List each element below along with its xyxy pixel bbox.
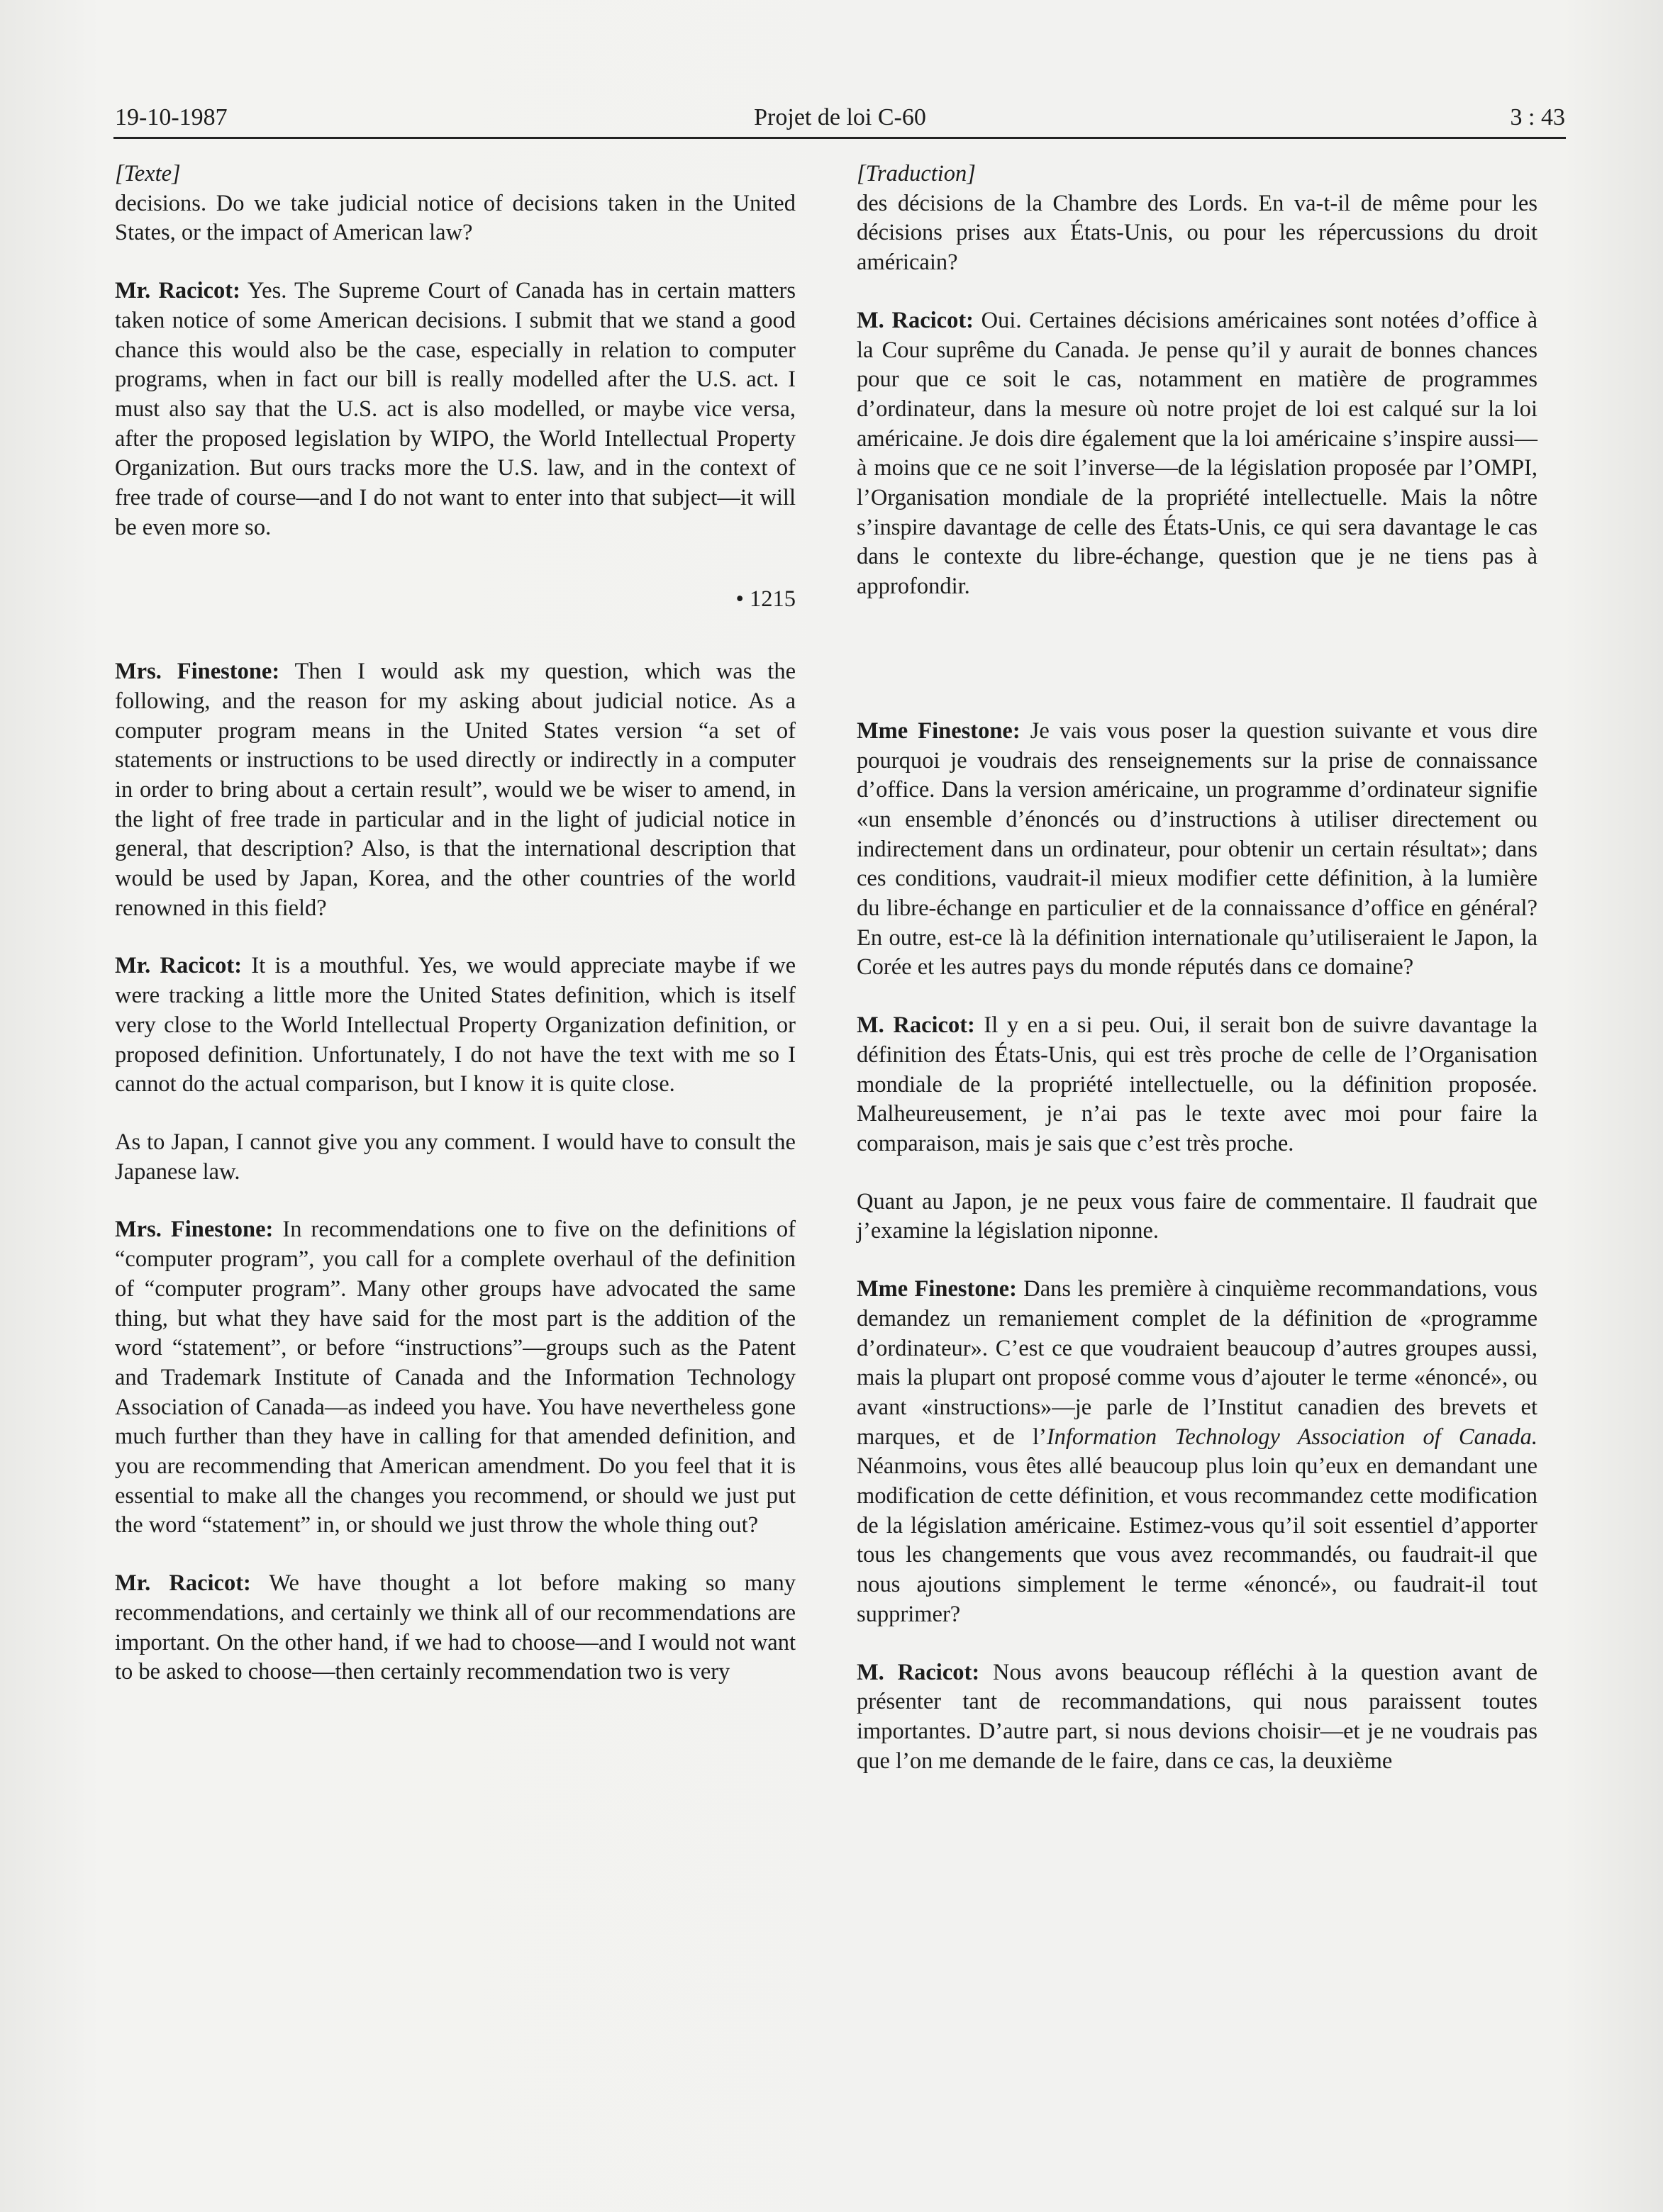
speech-text: Then I would ask my question, which was the following, and the reason for my asking about judicial notice. As a computer program means in the United States version “a set of statements or instructions to be used directly or indirectly in a computer in order to bring about a certain result”, would we be wiser to amend, in the light of free trade in particular and in the light of judicial notice in general, that description? Also, is that the international description that would be used by Japan, Korea, and the other countries of the world renowned in this field?	[115, 659, 796, 921]
english-paragraph-2	[115, 276, 796, 542]
english-paragraph-6	[115, 1215, 796, 1541]
speech-text: Néanmoins, vous êtes allé beaucoup plus loin qu’eux en demandant une modification de cette définition, et vous recommandez cette modification de la législation américaine. Estimez-vous qu’il soit essentiel d’apporter tous les changements que vous avez recommandés, ou faudrait-il que nous ajoutions simplement le terme «énoncé», ou faudrait-il tout supprimer?	[857, 1453, 1537, 1627]
header-title: Projet de loi C-60	[754, 104, 926, 130]
speech-text: Nous avons beaucoup réfléchi à la question avant de présenter tant de recommandations, qui nous paraissent toutes importantes. D’autre part, si nous devions choisir—et je ne voudrais pas que l’on me demande de le faire, dans ce cas, la deuxième	[857, 1659, 1537, 1774]
speaker-name: Mrs. Finestone:	[115, 1217, 274, 1243]
french-paragraph-6	[857, 1275, 1537, 1629]
french-paragraph-3	[857, 717, 1537, 983]
page-header	[115, 99, 1565, 136]
header-rule	[113, 137, 1566, 139]
french-column	[857, 160, 1537, 1776]
speaker-name: Mme Finestone:	[857, 1276, 1017, 1302]
speech-text: Il y en a si peu. Oui, il serait bon de suivre davantage la définition des États-Unis, qui est très proche de celle de l’Organisation mondiale de la propriété intellectuelle, ou la définition proposée. Malheureusement, je n’ai pas le texte avec moi pour faire la comparaison, mais je sais que c’est très proche.	[857, 1012, 1537, 1156]
english-paragraph-4	[115, 951, 796, 1100]
speech-text: We have thought a lot before making so many recommendations, and certainly we think all of our recommendations are important. On the other hand, if we had to choose—and I would not want to be asked to choose—then certainly recommendation two is very	[115, 1570, 796, 1685]
header-page-number: 3 : 43	[1510, 104, 1565, 130]
english-paragraph-7	[115, 1569, 796, 1687]
speech-text: It is a mouthful. Yes, we would appreciate maybe if we were tracking a little more the United States definition, which is itself very close to the World Intellectual Property Organization definition, or proposed definition. Unfortunately, I do not have the text with me so I cannot do the actual comparison, but I know it is quite close.	[115, 953, 796, 1097]
speaker-name: Mme Finestone:	[857, 717, 1020, 744]
speech-text: Yes. The Supreme Court of Canada has in certain matters taken notice of some American decisions. I submit that we stand a good chance this would also be the case, especially in relation to computer programs, when in fact our bill is really modelled after the U.S. act. I must also say that the U.S. act is also modelled, or maybe vice versa, after the proposed legislation by WIPO, the World Intellectual Property Organization. But ours tracks more the U.S. law, and in the context of free trade of course—and I do not want to enter into that subject—it will be even more so.	[115, 278, 796, 540]
english-column-label: [Texte]	[115, 161, 181, 186]
speaker-name: M. Racicot:	[857, 1659, 980, 1685]
speaker-name: M. Racicot:	[857, 1012, 975, 1039]
french-paragraph-7	[857, 1658, 1537, 1777]
french-paragraph-4	[857, 1011, 1537, 1159]
speech-text: Je vais vous poser la question suivante et vous dire pourquoi je voudrais des renseignements sur la prise de connaissance d’office. Dans la version américaine, un programme d’ordinateur signifie «un ensemble d’énoncés ou d’instructions à utiliser directement ou indirectement dans un ordinateur, pour obtenir un certain résultat»; dans ces conditions, vaudrait-il mieux modifier cette définition, à la lumière du libre-échange en particulier et de la connaissance d’office en général? En outre, est-ce là la définition internationale qu’utiliseraient le Japon, la Corée et les autres pays du monde réputés dans ce domaine?	[857, 717, 1537, 981]
speaker-name: M. Racicot:	[857, 307, 974, 333]
english-paragraph-1: decisions. Do we take judicial notice of decisions taken in the United States, or the impact of American law?	[115, 190, 796, 246]
speaker-name: Mr. Racicot:	[115, 278, 240, 304]
speaker-name: Mrs. Finestone:	[115, 659, 280, 685]
header-date: 19-10-1987	[115, 104, 228, 130]
french-paragraph-5: Quant au Japon, je ne peux vous faire de commentaire. Il faudrait que j’examine la législation niponne.	[857, 1188, 1537, 1244]
french-paragraph-2	[857, 306, 1537, 602]
french-column-label: [Traduction]	[857, 161, 976, 186]
timestamp-spacer	[857, 602, 1537, 717]
english-paragraph-5: As to Japan, I cannot give you any comment. I would have to consult the Japanese law.	[115, 1129, 796, 1185]
english-column	[115, 160, 796, 1687]
speech-text: Oui. Certaines décisions américaines sont notées d’office à la Cour suprême du Canada. Je pense qu’il y aurait de bonnes chances pour que ce soit le cas, notamment en matière de programmes d’ordinateur, dans la mesure où notre projet de loi est calqué sur la loi américaine. Je dois dire également que la loi américaine s’inspire aussi—à moins que ce ne soit l’inverse—de la législation proposée par l’OMPI, l’Organisation mondiale de la propriété intellectuelle. Mais la nôtre s’inspire davantage de celle des États-Unis, ce qui sera davantage le cas dans le contexte du libre-échange, question que je ne tiens pas à approfondir.	[857, 307, 1538, 600]
french-paragraph-1: des décisions de la Chambre des Lords. En va-t-il de même pour les décisions prises aux États-Unis, ou pour les répercussions du droit américain?	[857, 190, 1537, 276]
speaker-name: Mr. Racicot:	[115, 1570, 251, 1597]
english-paragraph-3	[115, 657, 796, 923]
speech-text: Dans les première à cinquième recommandations, vous demandez un remaniement complet de la définition de «programme d’ordinateur». C’est ce que voudraient beaucoup d’autres groupes aussi, mais la plupart ont proposé comme vous d’ajouter le terme «énoncé», ou avant «instructions»—je parle de l’Institut canadien des brevets et marques, et de l’	[857, 1276, 1537, 1450]
speech-text: In recommendations one to five on the definitions of “computer program”, you call for a complete overhaul of the definition of “computer program”. Many other groups have advocated the same thing, but what they have said for the most part is the addition of the word “statement”, or before “instructions”—groups such as the Patent and Trademark Institute of Canada and the Information Technology Association of Canada—as indeed you have. You have nevertheless gone much further than they have in calling for that amended definition, and you are recommending that American amendment. Do you feel that it is essential to make all the changes you recommend, or should we just put the word “statement” in, or should we just throw the whole thing out?	[115, 1217, 796, 1538]
timestamp: • 1215	[735, 586, 796, 613]
speaker-name: Mr. Racicot:	[115, 953, 243, 979]
organization-name: Information Technology Association of Canada.	[1046, 1424, 1537, 1450]
